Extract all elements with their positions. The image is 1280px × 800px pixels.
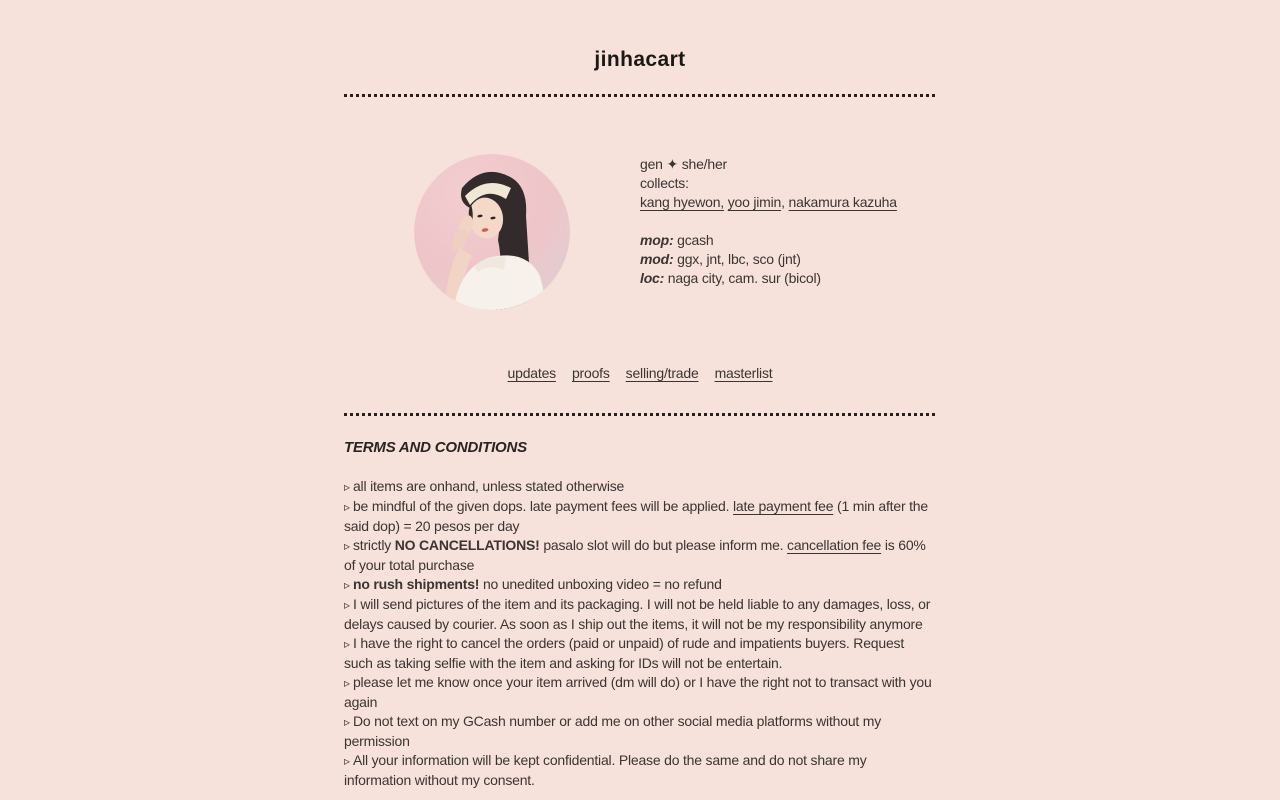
triangle-bullet-icon: ▹ (344, 480, 353, 494)
triangle-bullet-icon: ▹ (344, 754, 353, 768)
profile-details (640, 231, 936, 288)
bold-text: no rush shipments! (352, 576, 480, 592)
triangle-bullet-icon: ▹ (344, 715, 353, 729)
term-link-late-payment-fee[interactable]: late payment fee (733, 498, 834, 514)
nav-links (344, 364, 936, 383)
triangle-bullet-icon: ▹ (344, 539, 353, 553)
text-segment: be mindful of the given dops. late payment fees will be applied. (352, 498, 733, 514)
profile-info (640, 154, 936, 310)
term-item (344, 575, 936, 595)
bold-text: NO CANCELLATIONS! (394, 537, 540, 553)
page-title: jinhacart (594, 48, 686, 71)
gender-line (640, 155, 936, 174)
term-item (344, 634, 936, 673)
triangle-bullet-icon: ▹ (344, 676, 353, 690)
nav-link-selling-trade[interactable]: selling/trade (625, 365, 699, 381)
dotted-divider-top (344, 94, 936, 97)
text-segment: strictly (352, 537, 395, 553)
nav-link-proofs[interactable]: proofs (571, 365, 610, 381)
detail-label: mod: (640, 251, 674, 267)
pronouns: she/her (681, 156, 727, 172)
text-segment: please let me know once your item arrived (dm will do) or I have the right not to transact with you again (344, 674, 932, 710)
term-item (344, 673, 936, 712)
term-item (344, 712, 936, 751)
avatar-illustration (414, 154, 570, 310)
term-item (344, 536, 936, 575)
term-link-cancellation-fee[interactable]: cancellation fee (787, 537, 882, 553)
sparkle-star-icon: ✦ (666, 156, 678, 172)
term-item (344, 477, 936, 497)
nav-link-masterlist[interactable]: masterlist (714, 365, 773, 381)
profile-section (344, 154, 936, 310)
collects-link-nakamura-kazuha[interactable]: nakamura kazuha (788, 194, 897, 210)
text-segment: is 60% of your total purchase (344, 537, 926, 573)
term-item (344, 497, 936, 536)
text-segment: Do not text on my GCash number or add me on other social media platforms without my permission (344, 713, 882, 749)
text-segment: all items are onhand, unless stated otherwise (352, 478, 625, 494)
text-segment: I will send pictures of the item and its packaging. I will not be held liable to any damages, loss, or delays caused by courier. As soon as I ship out the items, it will not be my responsibility anymore (344, 596, 931, 632)
collects-link-yoo-jimin[interactable]: yoo jimin (727, 194, 782, 210)
triangle-bullet-icon: ▹ (344, 637, 353, 651)
triangle-bullet-icon: ▹ (344, 598, 353, 612)
text-segment: no unedited unboxing video = no refund (479, 576, 722, 592)
avatar-photo (414, 154, 570, 310)
detail-line-loc: loc: naga city, cam. sur (bicol) (640, 270, 821, 286)
spacer (640, 212, 936, 231)
term-item (344, 751, 936, 790)
gender-label: gen (640, 156, 663, 172)
avatar-column (344, 154, 640, 310)
term-item (344, 595, 936, 634)
collects-label: collects: (640, 175, 689, 191)
text-segment: I have the right to cancel the orders (paid or unpaid) of rude and impatients buyers. Request such as taking selfie with the item and asking for IDs will not be entertain. (344, 635, 905, 671)
detail-line-mod: mod: ggx, jnt, lbc, sco (jnt) (640, 251, 801, 267)
collects-links (640, 193, 936, 212)
dotted-divider-bottom (344, 413, 936, 416)
triangle-bullet-icon: ▹ (344, 578, 353, 592)
collects-link-kang-hyewon[interactable]: kang hyewon, (640, 194, 724, 210)
text-segment: All your information will be kept confidential. Please do the same and do not share my information without my consent. (344, 752, 867, 788)
triangle-bullet-icon: ▹ (344, 500, 353, 514)
text-segment: (1 min after the said dop) = 20 pesos per day (344, 498, 928, 534)
terms-list (344, 477, 936, 790)
nav-link-updates[interactable]: updates (507, 365, 556, 381)
text-segment: pasalo slot will do but please inform me. (539, 537, 788, 553)
detail-line-mop: mop: gcash (640, 232, 714, 248)
detail-label: mop: (640, 232, 674, 248)
detail-label: loc: (640, 270, 665, 286)
terms-heading: TERMS AND CONDITIONS (344, 439, 527, 456)
page-container (344, 0, 936, 790)
text-segment: , (781, 194, 789, 210)
